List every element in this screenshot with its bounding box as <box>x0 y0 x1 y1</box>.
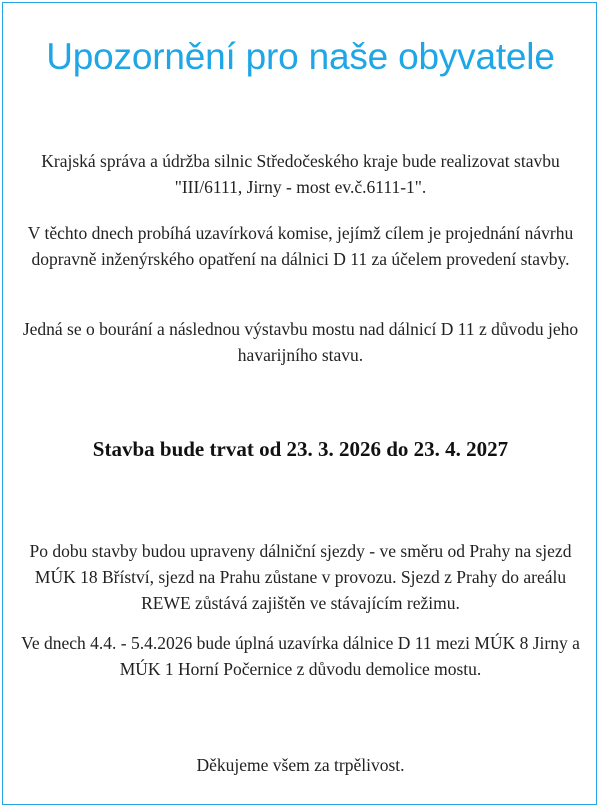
paragraph-exits: Po dobu stavby budou upraveny dálniční sjezdy - ve směru od Prahy na sjezd MÚK 18 Bříství, sjezd na Prahu zůstane v provozu. Sjezd z Prahy do areálu REWE zůstává zajištěn ve stávajícím režimu. <box>29 541 572 613</box>
paragraph-commission: V těchto dnech probíhá uzavírková komise, jejímž cílem je projednání návrhu dopravně inženýrského opatření na dálnici D 11 za účelem provedení stavby. <box>27 223 574 269</box>
paragraph-full-closure: Ve dnech 4.4. - 5.4.2026 bude úplná uzavírka dálnice D 11 mezi MÚK 8 Jirny a MÚK 1 Horní Počernice z důvodu demolice mostu. <box>21 633 580 679</box>
construction-duration: Stavba bude trvat od 23. 3. 2026 do 23. 4. 2027 <box>92 437 509 461</box>
closing-thanks: Děkujeme všem za trpělivost. <box>196 755 405 775</box>
paragraph-bridge-demolition: Jedná se o bourání a následnou výstavbu mostu nad dálnicí D 11 z důvodu jeho havarijního stavu. <box>22 319 579 365</box>
paragraph-road-authority: Krajská správa a údržba silnic Středočeského kraje bude realizovat stavbu "III/6111, Jirny - most ev.č.6111-1". <box>41 151 560 197</box>
notice-border <box>2 2 597 805</box>
notice-title: Upozornění pro naše obyvatele <box>46 36 555 77</box>
